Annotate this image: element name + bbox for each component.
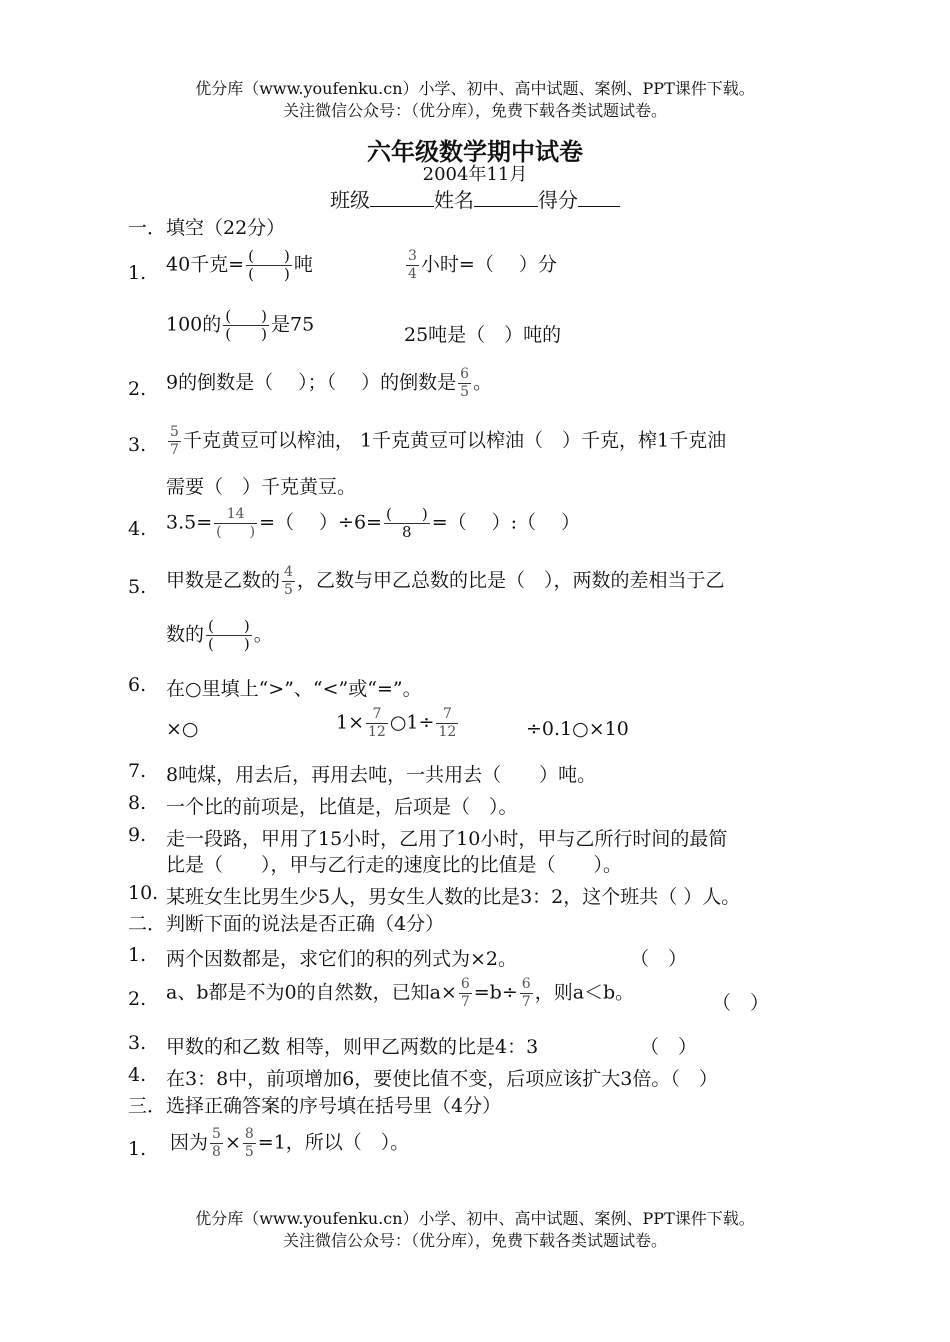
fraction: $\frac{4}{5}$ bbox=[284, 564, 293, 598]
fraction: $\frac{( )}{( )}$ bbox=[208, 617, 250, 653]
footer-line-2: 关注微信公众号：（优分库），免费下载各类试题试卷。 bbox=[282, 1231, 667, 1250]
header-line-2: 关注微信公众号：（优分库），免费下载各类试题试卷。 bbox=[282, 101, 667, 120]
q6-part-c: ÷0.1○×10 bbox=[526, 718, 629, 740]
s2-q3-number: 3. bbox=[128, 1032, 147, 1054]
q9-line-1: 走一段路，甲用了15小时，乙用了10小时，甲与乙所行时间的最简 bbox=[166, 828, 728, 850]
fraction: $\frac{5}{7}$ bbox=[170, 424, 179, 458]
q6-number: 6. bbox=[128, 674, 147, 696]
s2-q2-text: a、b都是不为0的自然数，已知a× $\frac{6}{7}$ =b÷ $\frac{6}{7}$ ，则a＜b。 bbox=[166, 976, 635, 1010]
q3-line-2: 需要（ ）千克黄豆。 bbox=[166, 476, 357, 498]
q8-text: 一个比的前项是，比值是，后项是（ ）。 bbox=[166, 796, 518, 818]
s2-q2-mark: （ ） bbox=[712, 992, 770, 1014]
s2-q2-number: 2. bbox=[128, 988, 147, 1010]
exam-date: 2004年11月 bbox=[422, 164, 528, 185]
fraction: $\frac{6}{7}$ bbox=[460, 976, 470, 1010]
score-label: 得分 bbox=[538, 188, 578, 212]
q6-text: 在○里填上“>”、“<”或“=”。 bbox=[166, 678, 422, 700]
q8-number: 8. bbox=[128, 792, 147, 814]
fraction: $\frac{14}{( )}$ bbox=[216, 506, 256, 540]
q5-number: 5. bbox=[128, 576, 147, 598]
q6-part-b: 1× $\frac{7}{12}$ ○1÷ $\frac{7}{12}$ bbox=[336, 706, 457, 740]
q2-number: 2. bbox=[128, 378, 147, 400]
class-label: 班级 bbox=[330, 188, 370, 212]
q9-number: 9. bbox=[128, 824, 147, 846]
s3-q1-text: 因为 $\frac{5}{8}$ × $\frac{8}{5}$ =1，所以（ ）。 bbox=[170, 1126, 410, 1160]
name-label: 姓名 bbox=[434, 188, 474, 212]
s2-q1-number: 1. bbox=[128, 944, 147, 966]
q5-line-1: 甲数是乙数的 $\frac{4}{5}$ ，乙数与甲乙总数的比是（ ），两数的差相当于乙 bbox=[166, 564, 725, 598]
q7-number: 7. bbox=[128, 760, 147, 782]
name-blank bbox=[474, 188, 538, 207]
q3-number: 3. bbox=[128, 434, 147, 456]
page-title: 六年级数学期中试卷 bbox=[367, 138, 583, 166]
footer-line-1: 优分库（www.youfenku.cn）小学、初中、高中试题、案例、PPT课件下载。 bbox=[195, 1209, 755, 1228]
q9-line-2: 比是（ ），甲与乙行走的速度比的比值是（ ）。 bbox=[166, 854, 623, 876]
fraction: $\frac{7}{12}$ bbox=[368, 706, 386, 740]
s2-q1-text: 两个因数都是，求它们的积的列式为×2。 bbox=[166, 948, 518, 970]
q6-part-a: ×○ bbox=[166, 718, 199, 740]
q1-part-a: 40千克= $\frac{( )}{( )}$ 吨 bbox=[166, 247, 313, 283]
q1-number: 1. bbox=[128, 262, 147, 284]
fraction: $\frac{6}{7}$ bbox=[521, 976, 531, 1010]
q4-number: 4. bbox=[128, 518, 147, 540]
student-info bbox=[0, 184, 950, 213]
section3-heading: 三．选择正确答案的序号填在括号里（4分） bbox=[128, 1095, 502, 1117]
fraction: $\frac{( )}{( )}$ bbox=[225, 307, 267, 343]
q2-text: 9的倒数是（ ）；（ ）的倒数是 $\frac{6}{5}$ 。 bbox=[166, 366, 493, 400]
q1-part-c: 100的 $\frac{( )}{( )}$ 是75 bbox=[166, 307, 315, 343]
q10-number: 10. bbox=[128, 882, 159, 904]
fraction: $\frac{5}{8}$ bbox=[212, 1126, 221, 1160]
s2-q4-number: 4. bbox=[128, 1064, 147, 1086]
s2-q3-text: 甲数的和乙数 相等，则甲乙两数的比是4：3 bbox=[166, 1036, 539, 1058]
q3-line-1: $\frac{5}{7}$ 千克黄豆可以榨油， 1千克黄豆可以榨油（ ）千克，榨1千克油 bbox=[170, 424, 727, 458]
q1-part-d: 25吨是（ ）吨的 bbox=[404, 324, 562, 346]
q4-text: 3.5= $\frac{14}{( )}$ =（ ）÷6= $\frac{( )}{8}$ =（ ）:（ ） bbox=[166, 505, 581, 541]
fraction: $\frac{3}{4}$ bbox=[408, 248, 417, 282]
q1-part-b: $\frac{3}{4}$ 小时=（ ）分 bbox=[408, 248, 557, 282]
s3-q1-number: 1. bbox=[128, 1138, 147, 1160]
s2-q3-mark: （ ） bbox=[640, 1036, 698, 1058]
fraction: $\frac{( )}{( )}$ bbox=[248, 247, 290, 283]
score-blank bbox=[578, 188, 620, 207]
header-line-1: 优分库（www.youfenku.cn）小学、初中、高中试题、案例、PPT课件下载。 bbox=[195, 79, 755, 98]
fraction: $\frac{6}{5}$ bbox=[460, 366, 470, 400]
section2-heading: 二．判断下面的说法是否正确（4分） bbox=[128, 913, 445, 935]
s2-q4-text: 在3：8中，前项增加6，要使比值不变，后项应该扩大3倍。（ ） bbox=[166, 1068, 718, 1090]
section1-heading: 一．填空（22分） bbox=[128, 217, 286, 239]
fraction: $\frac{8}{5}$ bbox=[244, 1126, 254, 1160]
q10-text: 某班女生比男生少5人，男女生人数的比是3：2，这个班共（ ）人。 bbox=[166, 886, 741, 908]
s2-q1-mark: （ ） bbox=[630, 948, 688, 970]
fraction: $\frac{( )}{8}$ bbox=[385, 505, 428, 541]
fraction: $\frac{7}{12}$ bbox=[438, 706, 457, 740]
class-blank bbox=[370, 188, 434, 207]
q5-line-2: 数的 $\frac{( )}{( )}$ 。 bbox=[166, 617, 273, 653]
q7-text: 8吨煤，用去后，再用去吨，一共用去（ ）吨。 bbox=[166, 764, 597, 786]
